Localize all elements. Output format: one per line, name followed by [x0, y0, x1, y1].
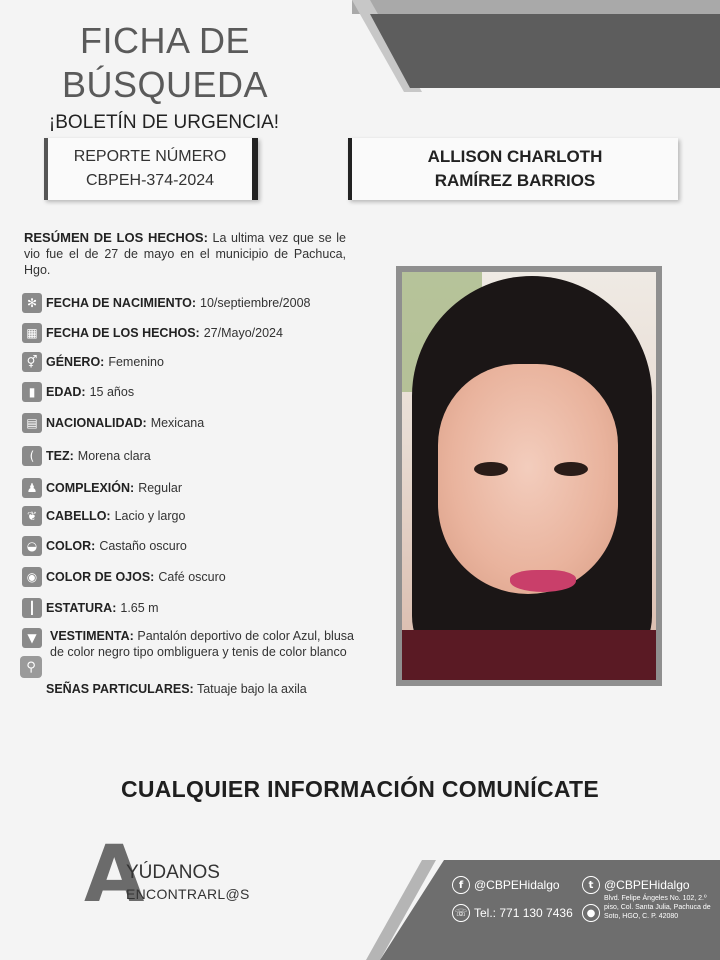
detail-value: Morena clara: [77, 449, 151, 463]
detail-row-1: [22, 322, 283, 344]
address-text: Blvd. Felipe Ángeles No. 102, 2.º piso, Col. Santa Julia, Pachuca de Soto, HGO, C. P. 42080: [604, 895, 711, 920]
age-icon: ▮: [22, 382, 42, 402]
detail-row-4: [22, 412, 204, 434]
detail-row-9: [22, 566, 226, 588]
detail-value: Femenino: [108, 355, 164, 369]
detail-value: Regular: [138, 481, 182, 495]
detail-value: Café oscuro: [158, 570, 226, 584]
hair-color-icon: ◒: [22, 536, 42, 556]
detail-label: COLOR DE OJOS:: [46, 570, 155, 584]
detail-value: Castaño oscuro: [99, 539, 187, 553]
facts-summary: [24, 230, 346, 278]
clothing-row: [22, 628, 354, 660]
detail-label: ESTATURA:: [46, 601, 117, 615]
detail-row-0: [22, 292, 311, 314]
eye-icon: ◉: [22, 567, 42, 587]
cake-icon: ✻: [22, 293, 42, 313]
report-label: REPORTE NÚMERO: [73, 148, 227, 165]
detail-value: Lacio y largo: [114, 509, 186, 523]
phone-contact[interactable]: [452, 904, 573, 922]
detail-label: FECHA DE LOS HECHOS:: [46, 326, 200, 340]
phone-icon: ☏: [452, 904, 470, 922]
detail-value: 10/septiembre/2008: [200, 296, 311, 310]
person-name-box: [348, 138, 678, 200]
magnifier-icon: ⚲: [20, 656, 42, 678]
title-line-2: BÚSQUEDA: [61, 64, 269, 105]
twitter-icon: t: [582, 876, 600, 894]
detail-value: 1.65 m: [120, 601, 159, 615]
location-pin-icon: ●: [582, 904, 600, 922]
title-line-1: FICHA DE: [79, 20, 251, 61]
phone-number: Tel.: 771 130 7436: [474, 906, 573, 920]
detail-row-7: [22, 505, 185, 527]
detail-label: EDAD:: [46, 385, 86, 399]
person-name-line-1: ALLISON CHARLOTH: [427, 147, 603, 166]
skin-icon: (: [22, 446, 42, 466]
person-photo-frame: [396, 266, 662, 686]
detail-row-2: [22, 351, 164, 373]
logo-line-1: YÚDANOS: [126, 862, 220, 883]
marks-label: SEÑAS PARTICULARES:: [46, 682, 194, 696]
clothing-label: VESTIMENTA:: [50, 629, 134, 643]
detail-row-5: [22, 445, 151, 467]
twitter-handle: @CBPEHidalgo: [604, 878, 690, 892]
body-icon: ♟: [22, 478, 42, 498]
detail-row-8: [22, 535, 187, 557]
logo-line-2: ENCONTRARL@S: [126, 886, 250, 902]
detail-label: COLOR:: [46, 539, 96, 553]
detail-value: Mexicana: [150, 416, 205, 430]
detail-label: NACIONALIDAD:: [46, 416, 147, 430]
detail-label: CABELLO:: [46, 509, 111, 523]
person-photo: [402, 272, 656, 680]
report-number-box: [44, 138, 258, 200]
location-marker: [582, 904, 604, 922]
logo-letter: A: [84, 830, 145, 920]
marks-value: Tatuaje bajo la axila: [196, 682, 307, 696]
detail-value: 27/Mayo/2024: [203, 326, 283, 340]
detail-label: FECHA DE NACIMIENTO:: [46, 296, 196, 310]
top-decorative-band: [352, 0, 720, 92]
shirt-icon: ▼: [22, 628, 42, 648]
clothing-value: Pantalón deportivo de color Azul, blusa de color negro tipo ombliguera y tenis de color blanco: [50, 629, 354, 659]
person-name-line-2: RAMÍREZ BARRIOS: [434, 171, 596, 190]
height-icon: ┃: [22, 598, 42, 618]
twitter-contact[interactable]: [582, 876, 690, 894]
facebook-icon: f: [452, 876, 470, 894]
id-card-icon: ▤: [22, 413, 42, 433]
clothing-text: [46, 628, 354, 660]
facebook-contact[interactable]: [452, 876, 560, 894]
report-number: CBPEH-374-2024: [85, 172, 215, 189]
calendar-icon: ▦: [22, 323, 42, 343]
detail-label: GÉNERO:: [46, 355, 105, 369]
gender-icon: ⚥: [22, 352, 42, 372]
urgent-bulletin-label: ¡BOLETÍN DE URGENCIA!: [48, 112, 280, 133]
band-light-stripe: [352, 0, 720, 14]
distinguishing-marks-row: [46, 682, 307, 696]
facebook-handle: @CBPEHidalgo: [474, 878, 560, 892]
detail-row-3: [22, 381, 134, 403]
detail-row-6: [22, 477, 182, 499]
facts-summary-label: RESÚMEN DE LOS HECHOS:: [24, 230, 208, 245]
hair-icon: ❦: [22, 506, 42, 526]
call-to-action: CUALQUIER INFORMACIÓN COMUNÍCATE: [120, 776, 600, 802]
detail-label: COMPLEXIÓN:: [46, 481, 135, 495]
detail-label: TEZ:: [46, 449, 74, 463]
detail-row-10: [22, 597, 159, 619]
detail-value: 15 años: [89, 385, 135, 399]
facts-summary-text: La ultima vez que se le vio fue el de 27 de mayo en el municipio de Pachuca, Hgo.: [24, 231, 346, 277]
band-dark-stripe: [370, 14, 720, 88]
